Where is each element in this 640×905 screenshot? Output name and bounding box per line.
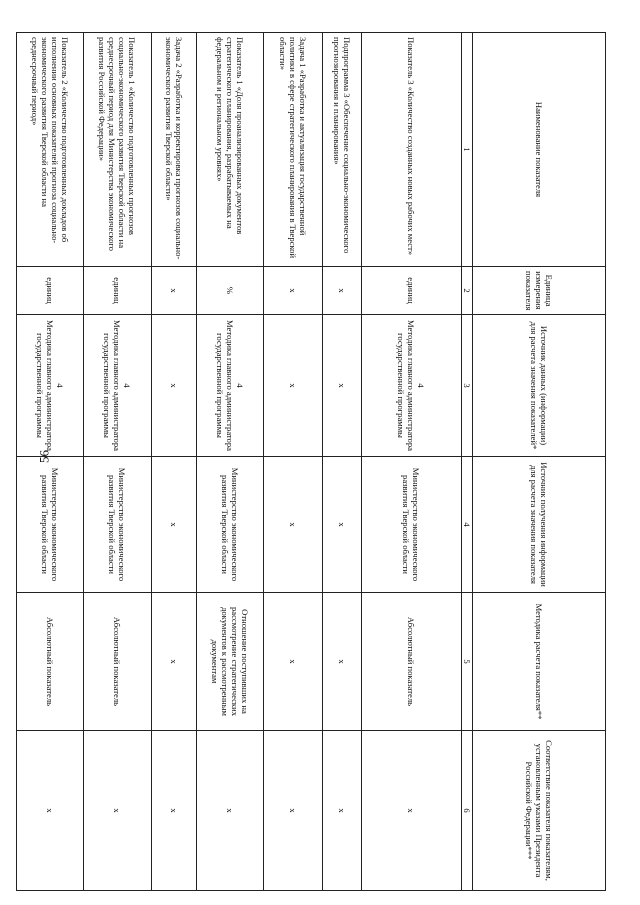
table-cell: единиц [17,267,84,315]
table-cell: х [152,731,197,891]
table-cell: Министерство экономического развития Тверской области [197,457,264,593]
table-cell: х [264,315,323,457]
indicator-name-cell: Показатель 2 «Количество подготовленных докладов об исполнении основных показателей прогноза социально-экономического развития Тверской области на среднесрочный период» [17,33,84,267]
page-number: 56 [36,450,52,463]
table-row [264,33,323,891]
table-cell: Министерство экономического развития Тверской области [84,457,152,593]
table-cell: х [323,593,362,731]
header-cell: Методика расчета показателя** [473,593,606,731]
indicator-name-cell: Показатель 1 «Количество подготовленных прогнозов социально-экономического развития Тверской области на среднесрочный период для Министерства экономического развития Российской Федерации» [84,33,152,267]
header-cell: Источник данных (информации) для расчета значения показателей* [473,315,606,457]
table-row [17,33,84,891]
table-cell: х [152,593,197,731]
table-cell: х [323,457,362,593]
table-cell: х [17,731,84,891]
table-cell: 4 Методика главного администратора государственной программы [197,315,264,457]
table-cell: х [323,267,362,315]
table-body [17,33,462,891]
table-cell: 4 Методика главного администратора государственной программы [17,315,84,457]
table-cell: х [264,593,323,731]
table-cell: х [264,731,323,891]
table-cell: х [152,457,197,593]
table-cell: 4 Методика главного администратора государственной программы [84,315,152,457]
indicator-name-cell: Показатель 1 «Доля проанализированных документов стратегического планирования, разрабатываемых на федеральном и региональном уровнях» [197,33,264,267]
indicator-name-cell: Задача 1 «Разработка и актуализация государственной политики в сфере стратегического планирования в Тверской области» [264,33,323,267]
table-cell: Министерство экономического развития Тверской области [362,457,462,593]
table-cell: Отношение поступивших на рассмотрение стратегических документов к рассмотренным документам [197,593,264,731]
rotated-table-container [30,32,606,890]
table-cell: Абсолютный показатель [362,593,462,731]
column-index: 3 [462,315,473,457]
header-cell: Источник получения информации для расчета значения показателя [473,457,606,593]
table-cell: х [264,267,323,315]
table-cell: х [84,731,152,891]
column-index-row [462,33,473,891]
column-index: 2 [462,267,473,315]
table-cell: х [152,267,197,315]
indicator-name-cell: Подпрограмма 3 «Обеспечение социально-экономического прогнозирования и планирования» [323,33,362,267]
table-cell: х [323,315,362,457]
table-cell: х [264,457,323,593]
header-cell: Единица измерения показателя [473,267,606,315]
table-cell: % [197,267,264,315]
table-cell: х [323,731,362,891]
table-row [197,33,264,891]
table-cell: Абсолютный показатель [84,593,152,731]
table-row [84,33,152,891]
header-cell: Соответствие показателя показателям, установленным указами Президента Российской Федерации*** [473,731,606,891]
table-row [152,33,197,891]
header-cell: Наименование показателя [473,33,606,267]
column-index: 6 [462,731,473,891]
table-cell: Министерство экономического развития Тверской области [17,457,84,593]
table-row [362,33,462,891]
indicator-name-cell: Показатель 3 «Количество созданных новых рабочих мест» [362,33,462,267]
table-row [323,33,362,891]
indicator-name-cell: Задача 2 «Разработка и корректировка прогнозов социально-экономического развития Тверской области» [152,33,197,267]
table-cell: х [152,315,197,457]
table-cell: единиц [84,267,152,315]
table-cell: х [197,731,264,891]
column-index: 4 [462,457,473,593]
indicator-table [16,32,606,891]
table-cell: Абсолютный показатель [17,593,84,731]
header-row [473,33,606,891]
column-index: 1 [462,33,473,267]
table-cell: х [362,731,462,891]
column-index: 5 [462,593,473,731]
table-cell: 4 Методика главного администратора государственной программы [362,315,462,457]
table-cell: единиц [362,267,462,315]
